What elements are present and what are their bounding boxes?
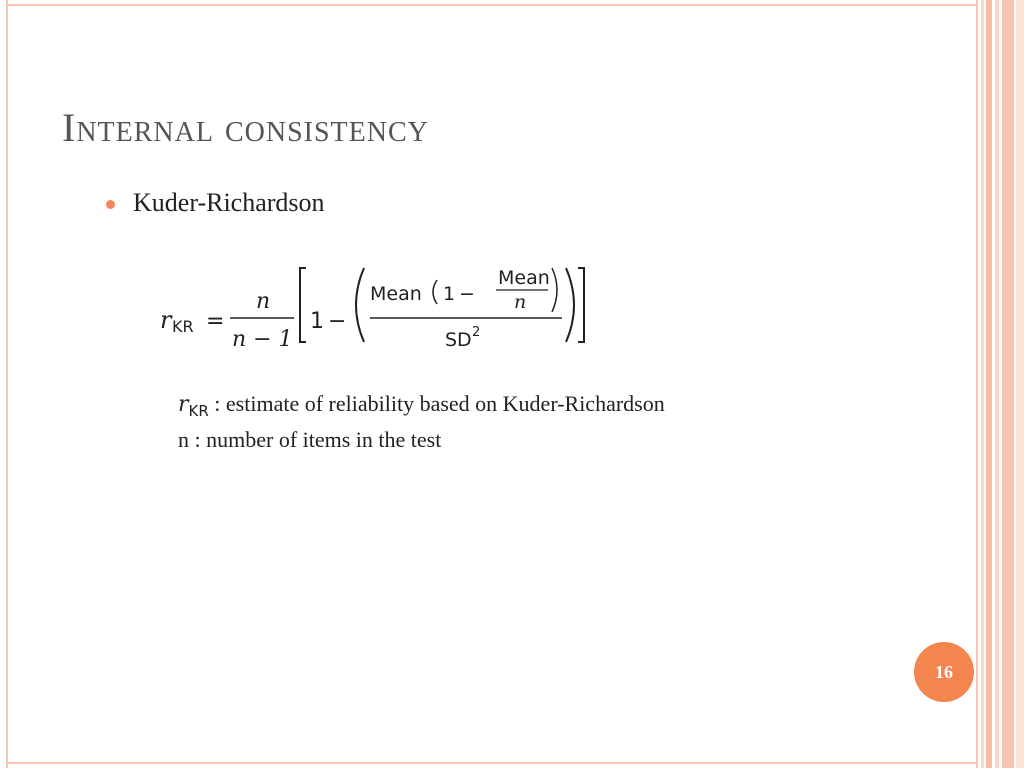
formula-one: 1	[310, 309, 324, 334]
bullet-item	[106, 188, 325, 218]
frame-top-line	[6, 4, 978, 6]
definition-r	[178, 390, 665, 426]
formula-sd: SD	[445, 329, 472, 351]
inner-left-paren	[433, 280, 437, 304]
def-r-subscript: KR	[188, 402, 209, 420]
bullet-dot-icon	[106, 200, 115, 209]
frame-bottom-line	[6, 762, 978, 764]
def-r-text: : estimate of reliability based on Kuder-Richardson	[208, 391, 665, 416]
page-number: 16	[935, 661, 953, 682]
slide-title: Internal consistency	[62, 105, 429, 150]
formula-inner-one: 1	[443, 283, 456, 305]
decor-stripe	[995, 0, 999, 768]
formula-inner-n: n	[514, 291, 527, 313]
def-r-symbol: r	[178, 392, 189, 417]
left-paren	[356, 268, 364, 342]
formula-mean-label: Mean	[370, 283, 422, 305]
formula-frac-numerator: n	[256, 289, 271, 314]
decor-stripe	[986, 0, 992, 768]
frame-right-line	[976, 0, 978, 768]
formula-minus: −	[328, 309, 347, 334]
decor-stripe	[981, 0, 984, 768]
formula-frac-denominator: n − 1	[232, 327, 293, 352]
formula-r-symbol: r	[160, 306, 172, 334]
right-bracket	[578, 268, 584, 342]
inner-right-paren	[552, 268, 557, 312]
frame-left-line	[6, 0, 8, 768]
formula-inner-mean: Mean	[498, 267, 550, 289]
kr-formula	[160, 258, 600, 358]
page-number-badge	[914, 642, 974, 702]
right-paren	[566, 268, 574, 342]
bullet-text: Kuder-Richardson	[133, 188, 325, 217]
formula-inner-minus: −	[459, 283, 475, 305]
formula-sd-exponent: 2	[472, 325, 481, 340]
definition-n	[178, 426, 665, 462]
decor-stripe	[1016, 0, 1024, 768]
formula-r-subscript: KR	[172, 317, 194, 336]
decor-stripe	[1002, 0, 1014, 768]
left-bracket	[300, 268, 306, 342]
def-n-text: n : number of items in the test	[178, 427, 442, 452]
formula-equals: =	[206, 309, 225, 334]
definitions	[178, 390, 665, 462]
